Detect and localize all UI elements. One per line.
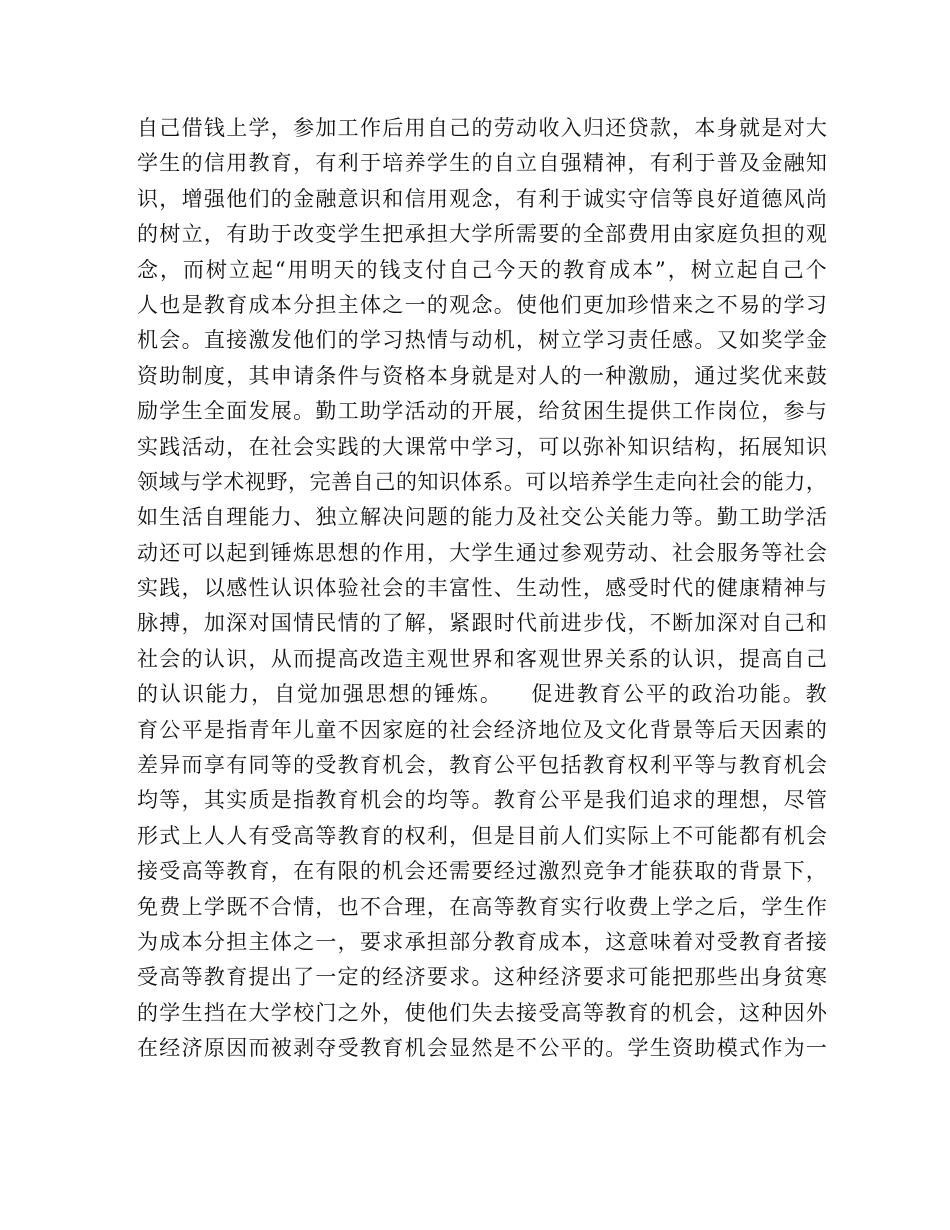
- text-line: 识 ， 增 强 他 们 的 金 融 意 识 和 信 用 观 念 ， 有 利 于 诚 实 守 信 等 良 好 道 德 风 尚: [137, 186, 827, 211]
- text-line: 接 受 高 等 教 育 ， 在 有 限 的 机 会 还 需 要 经 过 激 烈 竞 争 才 能 获 取 的 背 景 下 ，: [137, 859, 827, 884]
- text-line: 励 学 生 全 面 发 展 。 勤 工 助 学 活 动 的 开 展 ， 给 贫 困 生 提 供 工 作 岗 位 ， 参 与: [137, 399, 827, 424]
- text-line: 为 成 本 分 担 主 体 之 一 ， 要 求 承 担 部 分 教 育 成 本 ， 这 意 味 着 对 受 教 育 者 接: [137, 929, 827, 954]
- text-line: 实 践 ， 以 感 性 认 识 体 验 社 会 的 丰 富 性 、 生 动 性 ， 感 受 时 代 的 健 康 精 神 与: [137, 576, 827, 601]
- text-line: 的 认 识 能 力 ， 自 觉 加 强 思 想 的 锤 炼 。 促 进 教 育 公 平 的 政 治 功 能 。 教: [137, 682, 827, 707]
- text-line: 学 生 的 信 用 教 育 ， 有 利 于 培 养 学 生 的 自 立 自 强 精 神 ， 有 利 于 普 及 金 融 知: [137, 151, 827, 176]
- text-line: 脉 搏 ， 加 深 对 国 情 民 情 的 了 解 ， 紧 跟 时 代 前 进 步 伐 ， 不 断 加 深 对 自 己 和: [137, 611, 827, 636]
- text-line: 人 也 是 教 育 成 本 分 担 主 体 之 一 的 观 念 。 使 他 们 更 加 珍 惜 来 之 不 易 的 学 习: [137, 292, 827, 317]
- text-line: 领 域 与 学 术 视 野 ， 完 善 自 己 的 知 识 体 系 。 可 以 培 养 学 生 走 向 社 会 的 能 力 ，: [137, 469, 827, 494]
- text-line: 动 还 可 以 起 到 锤 炼 思 想 的 作 用 ， 大 学 生 通 过 参 观 劳 动 、 社 会 服 务 等 社 会: [137, 540, 827, 565]
- text-line: 实 践 活 动 ， 在 社 会 实 践 的 大 课 常 中 学 习 ， 可 以 弥 补 知 识 结 构 ， 拓 展 知 识: [137, 434, 827, 459]
- text-line: 机 会 。 直 接 激 发 他 们 的 学 习 热 情 与 动 机 ， 树 立 学 习 责 任 感 。 又 如 奖 学 金: [137, 328, 827, 353]
- text-line: 如 生 活 自 理 能 力 、 独 立 解 决 问 题 的 能 力 及 社 交 公 关 能 力 等 。 勤 工 助 学 活: [137, 505, 827, 530]
- text-line: 受 高 等 教 育 提 出 了 一 定 的 经 济 要 求 。 这 种 经 济 要 求 可 能 把 那 些 出 身 贫 寒: [137, 965, 827, 990]
- text-line: 在 经 济 原 因 而 被 剥 夺 受 教 育 机 会 显 然 是 不 公 平 的 。 学 生 资 助 模 式 作 为 一: [137, 1036, 827, 1061]
- text-line: 均 等 ， 其 实 质 是 指 教 育 机 会 的 均 等 。 教 育 公 平 是 我 们 追 求 的 理 想 ， 尽 管: [137, 788, 827, 813]
- text-line: 资 助 制 度 ， 其 申 请 条 件 与 资 格 本 身 就 是 对 人 的 一 种 激 励 ， 通 过 奖 优 来 鼓: [137, 363, 827, 388]
- text-line: 的 树 立 ， 有 助 于 改 变 学 生 把 承 担 大 学 所 需 要 的 全 部 费 用 由 家 庭 负 担 的 观: [137, 222, 827, 247]
- text-line: 差 异 而 享 有 同 等 的 受 教 育 机 会 ， 教 育 公 平 包 括 教 育 权 利 平 等 与 教 育 机 会: [137, 753, 827, 778]
- text-line: 的 学 生 挡 在 大 学 校 门 之 外 ， 使 他 们 失 去 接 受 高 等 教 育 的 机 会 ， 这 种 因 外: [137, 1000, 827, 1025]
- text-line: 育 公 平 是 指 青 年 儿 童 不 因 家 庭 的 社 会 经 济 地 位 及 文 化 背 景 等 后 天 因 素 的: [137, 717, 827, 742]
- body-text: [137, 111, 827, 1067]
- text-line: 自 己 借 钱 上 学 ， 参 加 工 作 后 用 自 己 的 劳 动 收 入 归 还 贷 款 ， 本 身 就 是 对 大: [137, 116, 827, 140]
- text-line: 形 式 上 人 人 有 受 高 等 教 育 的 权 利 ， 但 是 目 前 人 们 实 际 上 不 可 能 都 有 机 会: [137, 823, 827, 848]
- text-line: 免 费 上 学 既 不 合 情 ， 也 不 合 理 ， 在 高 等 教 育 实 行 收 费 上 学 之 后 ， 学 生 作: [137, 894, 827, 919]
- text-line: 念 ， 而 树 立 起 “ 用 明 天 的 钱 支 付 自 己 今 天 的 教 育 成 本 ” ， 树 立 起 自 己 个: [137, 257, 827, 282]
- text-line: 社 会 的 认 识 ， 从 而 提 高 改 造 主 观 世 界 和 客 观 世 界 关 系 的 认 识 ， 提 高 自 己: [137, 646, 827, 671]
